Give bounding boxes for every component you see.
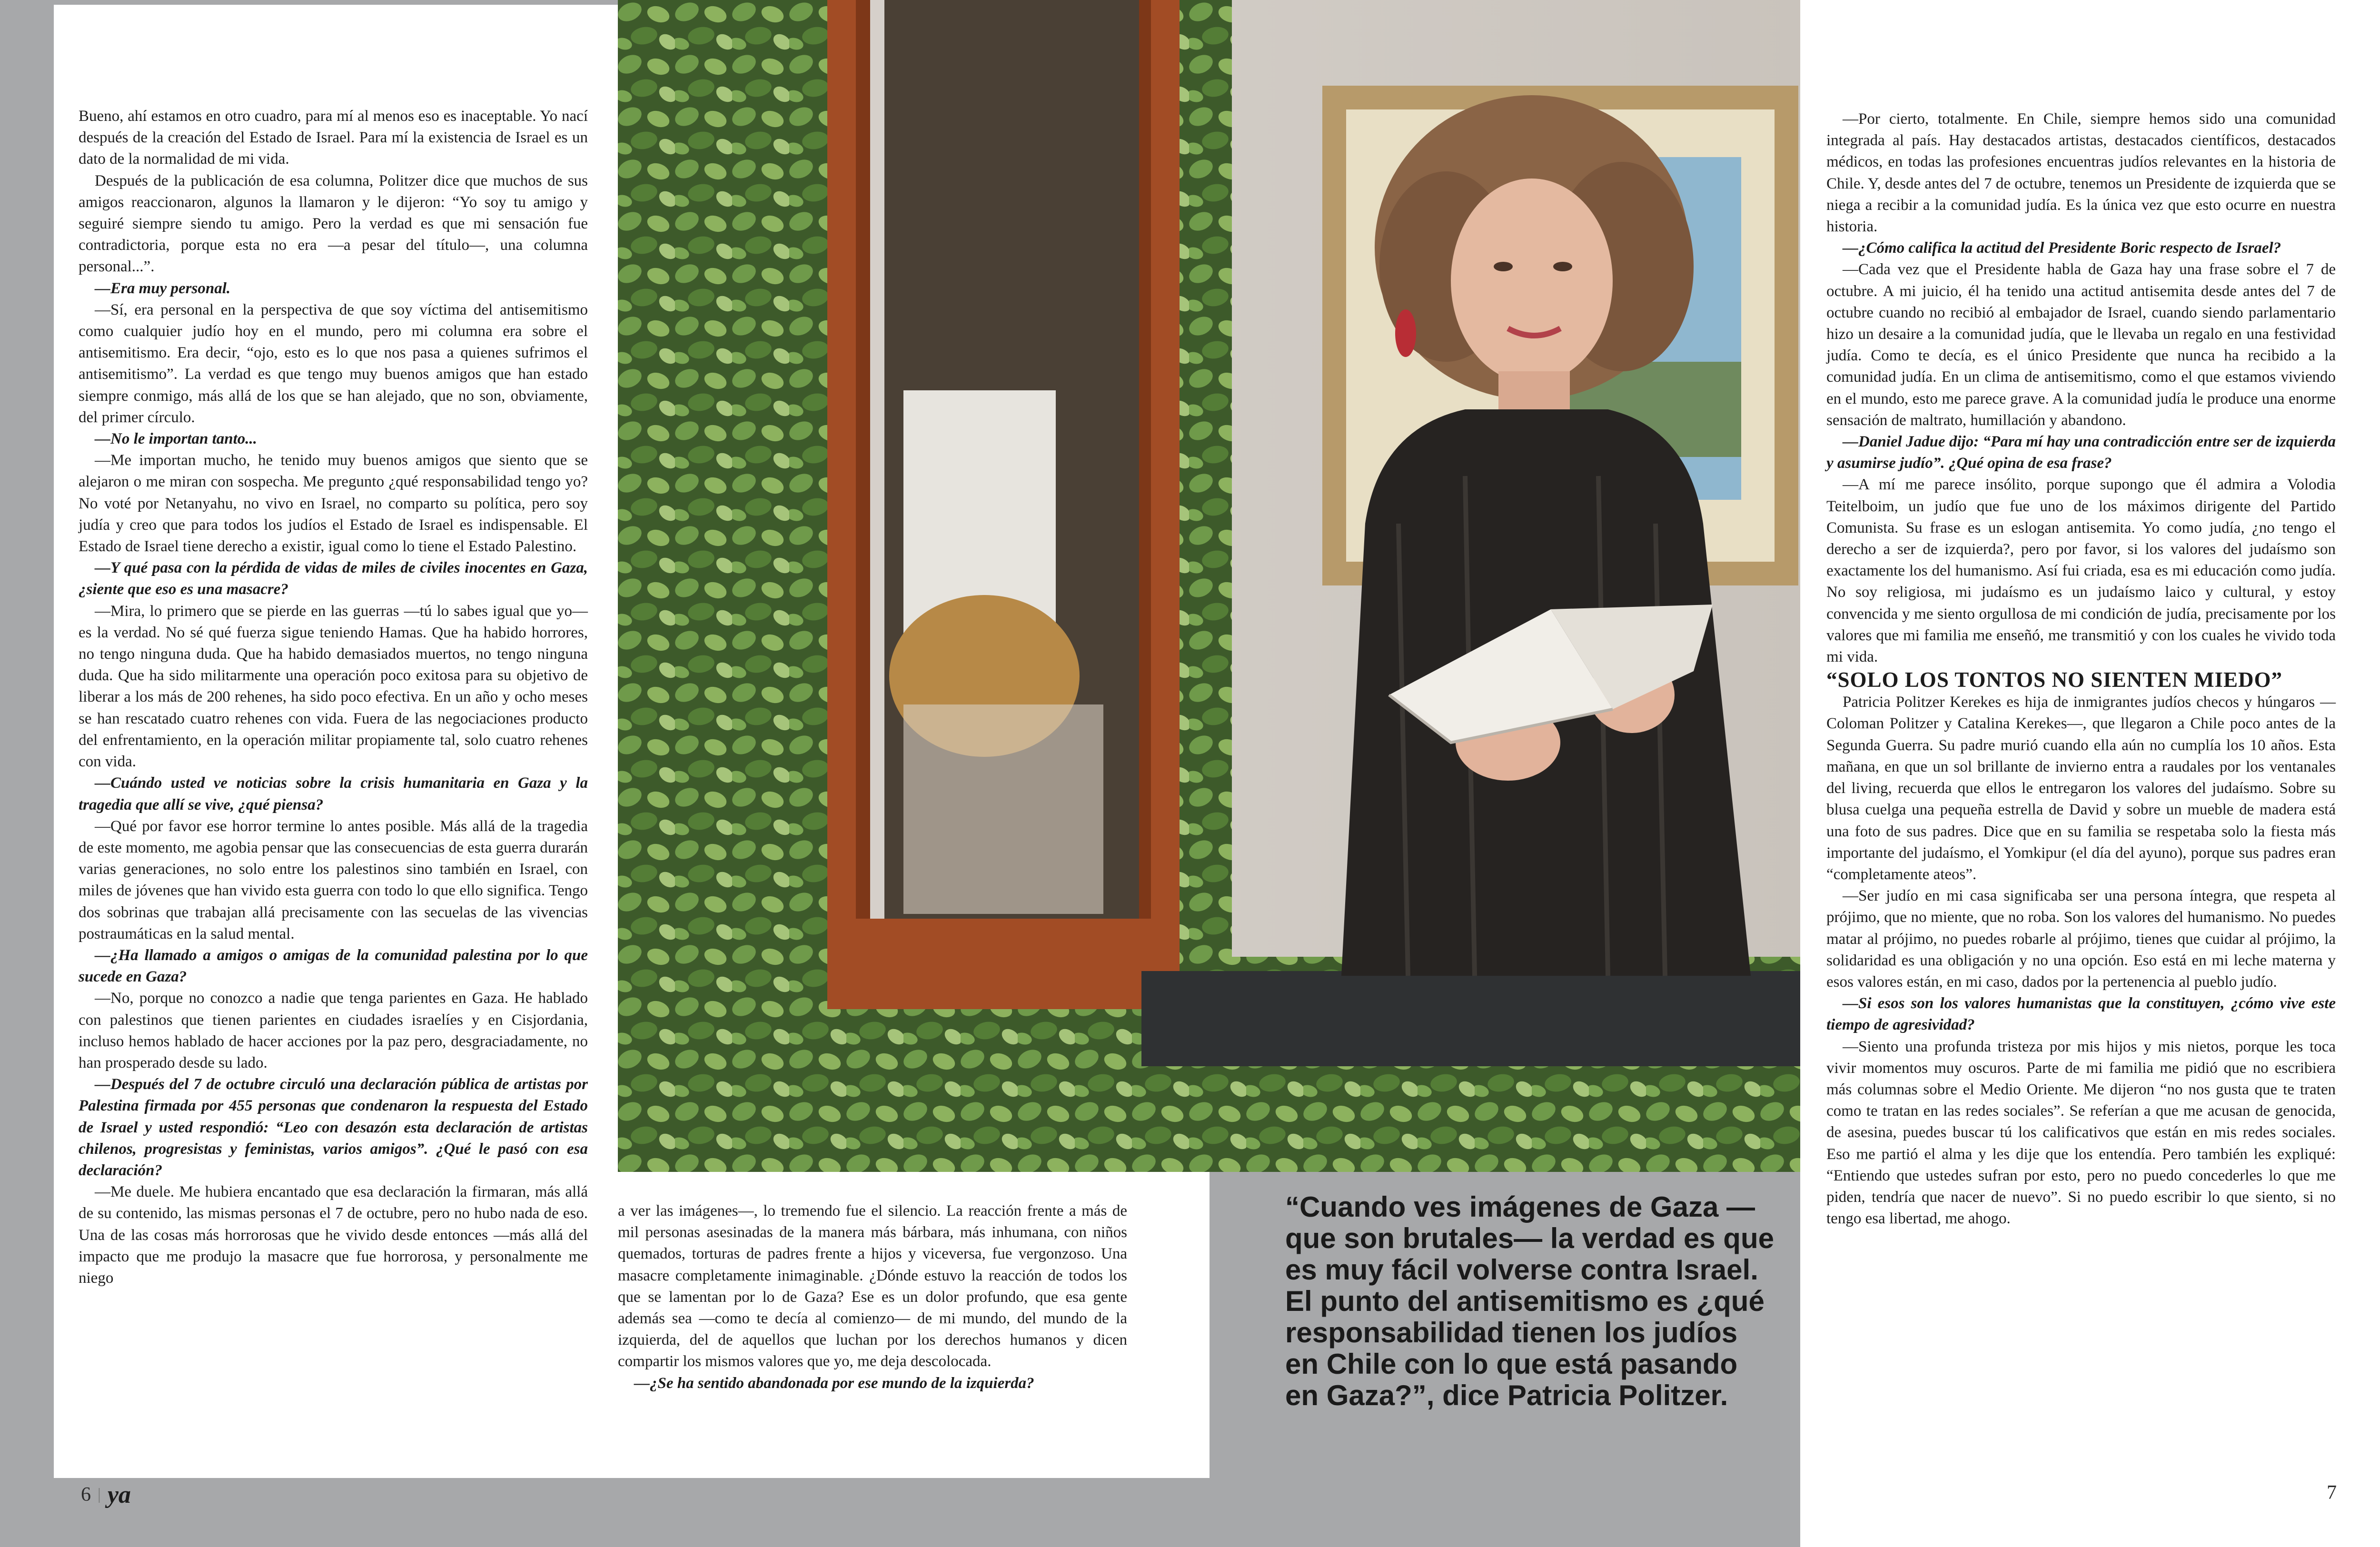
interview-question: —Cuándo usted ve noticias sobre la crisis humanitaria en Gaza y la tragedia que allí se vive, ¿qué piensa?: [79, 774, 588, 813]
interview-question: —Y qué pasa con la pérdida de vidas de miles de civiles inocentes en Gaza, ¿siente que eso es una masacre?: [79, 559, 588, 598]
paragraph: —Mira, lo primero que se pierde en las guerras —tú lo sabes igual que yo— es la verdad. No sé qué fuerza sigue teniendo Hamas. Que ha habido horrores, no tengo ninguna duda. Que ha habido demasiados muertos, no tengo ninguna duda. Que ha sido militarmente una operación poco exitosa para su objetivo de liberar a los más de 200 rehenes, ha sido poco efectiva. En un año y ocho meses se han rescatado cuatro rehenes con vida. Fuera de las negociaciones producto del enfrentamiento, en la operación militar propiamente tal, solo cuatro rehenes con vida.: [79, 602, 588, 771]
paragraph: —Sí, era personal en la perspectiva de que soy víctima del antisemitismo como cualquier judío hoy en el mundo, pero mi columna era sobre el antisemitismo. Era decir, “ojo, esto es lo que nos pasa a quienes sufrimos el antisemitismo”. La verdad es que tengo muy buenos amigos que han estado siempre conmigo, más allá de los que se han alejado, que no son, obviamente, del primer círculo.: [79, 301, 588, 426]
paragraph: —Por cierto, totalmente. En Chile, siempre hemos sido una comunidad integrada al país. Hay destacados artistas, destacados científicos, destacados médicos, en todas las profesiones encuentras judíos relevantes en la historia de Chile. Y, desde antes del 7 de octubre, tenemos un Presidente de izquierda que se niega a recibir a la comunidad judía. Es la única vez que esto ocurre en nuestra historia.: [1826, 110, 2336, 236]
paragraph: —Me duele. Me hubiera encantado que esa declaración la firmaran, más allá de su contenido, las mismas personas el 7 de octubre, pero no hubo nada de eso. Una de las cosas más horrorosas que he vivido desde entonces —más allá del impacto que me produjo la masacre que fue horrorosa, y personalmente me niego: [79, 1183, 588, 1287]
paragraph: —Me importan mucho, he tenido muy buenos amigos que siento que se alejaron o me miran con sospecha. Me pregunto ¿qué responsabilidad tengo yo? No voté por Netanyahu, no vivo en Israel, no comparto su política, pero soy judía y creo que para todos los judíos el Estado de Israel es indispensable. El Estado de Israel tiene derecho a existir, igual como lo tiene el Estado Palestino.: [79, 452, 588, 555]
interview-question: —No le importan tanto...: [95, 430, 258, 448]
paragraph: Patricia Politzer Kerekes es hija de inmigrantes judíos checos y húngaros —Coloman Politzer y Catalina Kerekes—, que llegaron a Chile poco antes de la Segunda Guerra. Su padre murió cuando ella aún no cumplía los 10 años. Esta mañana, en que un sol brillante de invierno entra a raudales por los ventanales del living, recuerda que ellos le entregaron los valores del judaísmo. Sobre su blusa cuelga una pequeña estrella de David y sobre un mueble de madera está una foto de sus padres. Dice que en su familia se respetaba solo la fiesta más importante del judaísmo, el Yomkipur (el día del ayuno), porque sus padres eran “completamente ateos”.: [1826, 694, 2336, 883]
interview-question: —Después del 7 de octubre circuló una declaración pública de artistas por Palestina firmada por 455 personas que condenaron la respuesta del Estado de Israel y usted respondió: “Leo con desazón esta declaración de artistas chilenos, progresistas y feministas, varios amigos”. ¿Qué le pasó con esa declaración?: [79, 1076, 588, 1179]
paragraph: Bueno, ahí estamos en otro cuadro, para mí al menos eso es inaceptable. Yo nací después de la creación del Estado de Israel. Para mí la existencia de Israel es un dato de la normalidad de mi vida.: [79, 108, 588, 168]
section-heading: “SOLO LOS TONTOS NO SIENTEN MIEDO”: [1826, 668, 2283, 692]
paragraph: a ver las imágenes—, lo tremendo fue el silencio. La reacción frente a más de mil personas asesinadas de la manera más bárbara, más inhumana, con niños quemados, torturas de padres frente a hijos y viceversa, fue vergonzoso. Una masacre completamente inimaginable. ¿Dónde estuvo la reacción de todos los que se lamentan por lo de Gaza? Ese es un dolor profundo, que esa gente además sea —como te decía al comienzo— de mi mundo, del mundo de la izquierda, del de aquellos que luchan por los derechos humanos y dicen compartir los mismos valores que yo, me deja descolocada.: [618, 1202, 1127, 1370]
paragraph: —A mí me parece insólito, porque supongo que él admira a Volodia Teitelboim, un judío que fue uno de los máximos dirigente del Partido Comunista. Su frase es un eslogan antisemita. Yo como judía, ¿no tengo el derecho a ser de izquierda?, pero por favor, si los valores del judaísmo son exactamente los del humanismo. Así fui criada, esa es mi educación como judía. No soy religiosa, mi judaísmo es un judaísmo laico y cultural, y estoy convencida y me siento orgullosa de mi condición de judía, precisamente por los valores que mi familia me enseñó, me transmitió y con los cuales he vivido toda mi vida.: [1826, 476, 2336, 666]
paragraph: —Siento una profunda tristeza por mis hijos y mis nietos, porque les toca vivir momentos muy oscuros. Parte de mi familia me pidió que no escribiera más columnas sobre el Medio Oriente. Me dijeron “no nos gusta que te traten como te tratan en las redes sociales”. Se referían a que me acusan de genocida, de asesina, puedes buscar tú los calificativos que están en mis redes sociales. Eso me partió el alma y les dije que los entendía. Pero también les expliqué: “Entiendo que ustedes sufran por esto, pero no puedo concederles lo que me piden, tendría que nacer de nuevo”. Si no puedo escribir lo que siento, si no tengo esa libertad, me ahogo.: [1826, 1038, 2336, 1228]
article-column-1: [79, 106, 588, 1289]
paragraph: —No, porque no conozco a nadie que tenga parientes en Gaza. He hablado con palestinos que tienen parientes en ciudades israelíes y en Cisjordania, incluso hemos hablado de hacer acciones por la paz pero, desgraciadamente, no han prosperado desde su lado.: [79, 990, 588, 1071]
woman-with-book-photo-icon: [618, 0, 1800, 1172]
paragraph: —Ser judío en mi casa significaba ser una persona íntegra, que respeta al prójimo, que no miente, que no roba. Son los valores del humanismo. No puedes matar al prójimo, no puedes robarle al prójimo, tienes que cuidar al prójimo, la solidaridad es una obligación y no una opción. Eso está en mi leche materna y esos valores están, en mi caso, dados por la pertenencia al pueblo judío.: [1826, 887, 2336, 991]
page-number: 7: [2327, 1482, 2337, 1504]
paragraph: —Qué por favor ese horror termine lo antes posible. Más allá de la tragedia de este momento, me agobia pensar que las consecuencias de esta guerra durarán varias generaciones, no solo entre los palestinos sino también en Israel, con miles de jóvenes que han vivido esta guerra con todo lo que ello significa. Tengo dos sobrinas que trabajan allá precisamente con las secuelas de las vivencias postraumáticas en la salud mental.: [79, 817, 588, 942]
article-column-2: [618, 1200, 1127, 1394]
interview-question: —¿Ha llamado a amigos o amigas de la comunidad palestina por lo que sucede en Gaza?: [79, 946, 588, 986]
folio-separator: |: [98, 1486, 101, 1503]
page-number: 6: [81, 1484, 91, 1506]
interview-question: —Daniel Jadue dijo: “Para mí hay una contradicción entre ser de izquierda y asumirse judío”. ¿Qué opina de esa frase?: [1826, 433, 2336, 472]
article-column-3: [1826, 109, 2336, 1230]
interview-question: —Era muy personal.: [95, 279, 231, 297]
interview-question: —Si esos son los valores humanistas que la constituyen, ¿cómo vive este tiempo de agresividad?: [1826, 995, 2336, 1034]
paragraph: —Cada vez que el Presidente habla de Gaza hay una frase sobre el 7 de octubre. A mi juicio, él ha tenido una actitud antisemita desde antes del 7 de octubre cuando no recibió al embajador de Israel, cuando siendo parlamentario hizo un desaire a la comunidad judía, que le llevaba un regalo en una festividad judía. Como te decía, es el único Presidente que nunca ha recibido a la comunidad judía. En un clima de antisemitismo, como el que estamos viviendo en el mundo, esto me parece grave. A la comunidad judía le produce una enorme sensación de maltrato, humillación y abandono.: [1826, 261, 2336, 429]
interview-question: —¿Se ha sentido abandonada por ese mundo de la izquierda?: [634, 1374, 1034, 1392]
pull-quote: “Cuando ves imágenes de Gaza —que son brutales— la verdad es que es muy fácil volverse contra Israel. El punto del antisemitismo es ¿qué responsabilidad tienen los judíos en Chile con lo que está pasando en Gaza?”, dice Patricia Politzer.: [1285, 1191, 1774, 1411]
magazine-logo: ya: [107, 1481, 131, 1508]
paragraph: Después de la publicación de esa columna, Politzer dice que muchos de sus amigos reaccionaron, algunos la llamaron y le dijeron: “Yo soy tu amigo y seguiré siempre siendo tu amigo. Pero la verdad es que mi sensación fue contradictoria, porque esta no era —a pesar del título—, una columna personal...”.: [79, 172, 588, 276]
left-footer: [81, 1480, 131, 1509]
interview-question: —¿Cómo califica la actitud del Presidente Boric respecto de Israel?: [1843, 239, 2281, 257]
portrait-photo: [618, 0, 1800, 1172]
